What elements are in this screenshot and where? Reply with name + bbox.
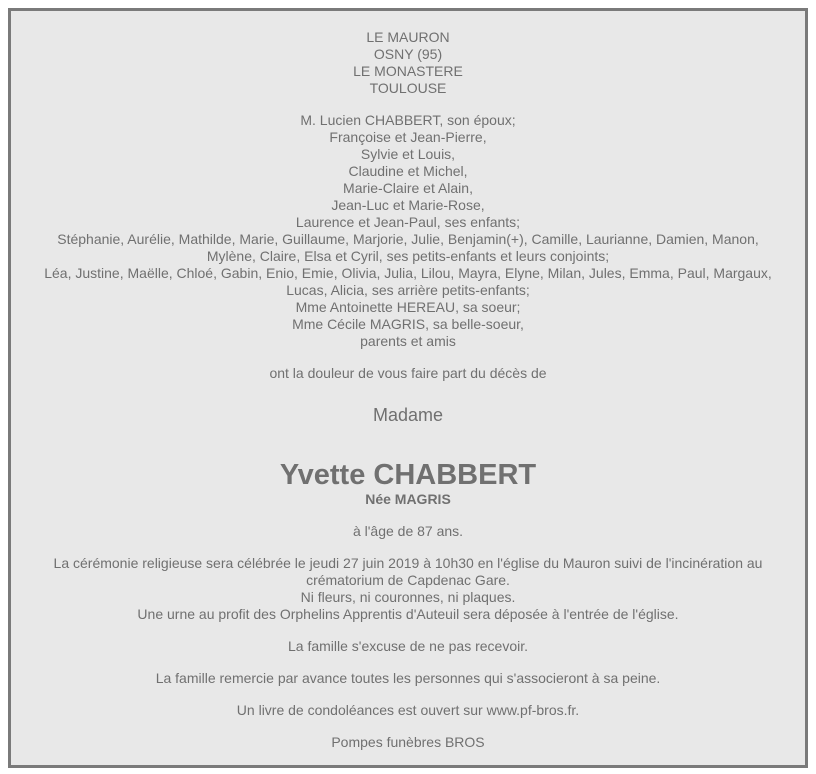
age-text: à l'âge de 87 ans. xyxy=(352,523,464,539)
family-line: Mme Cécile MAGRIS, sa belle-soeur, xyxy=(292,316,524,332)
family-line: Lucas, Alicia, ses arrière petits-enfants; xyxy=(286,282,530,298)
ceremony-line: Ni fleurs, ni couronnes, ni plaques. xyxy=(300,589,516,605)
family-line: Léa, Justine, Maëlle, Chloé, Gabin, Enio, Emie, Olivia, Julia, Lilou, Mayra, Elyne, Milan, Jules, Emma, Paul, Margaux, xyxy=(44,265,772,281)
obituary-content xyxy=(11,29,805,751)
funeral-home: Pompes funèbres BROS xyxy=(331,734,485,750)
family-line: M. Lucien CHABBERT, son époux; xyxy=(300,112,516,128)
title-madame: Madame xyxy=(372,405,444,425)
maiden-name: Née MAGRIS xyxy=(365,491,451,507)
family-line: Stéphanie, Aurélie, Mathilde, Marie, Guillaume, Marjorie, Julie, Benjamin(+), Camille, Laurianne, Damien, Manon, xyxy=(57,231,759,247)
deceased-name: Yvette CHABBERT xyxy=(279,459,537,491)
family-line: Laurence et Jean-Paul, ses enfants; xyxy=(295,214,521,230)
family-line: Mylène, Claire, Elsa et Cyril, ses petits-enfants et leurs conjoints; xyxy=(206,248,610,264)
announcement-text: ont la douleur de vous faire part du décès de xyxy=(269,365,547,381)
family-line: Françoise et Jean-Pierre, xyxy=(329,129,487,145)
family-line: Sylvie et Louis, xyxy=(360,146,456,162)
ceremony-line: Une urne au profit des Orphelins Apprentis d'Auteuil sera déposée à l'entrée de l'église. xyxy=(137,606,679,622)
obituary-frame xyxy=(8,8,808,768)
place-line: OSNY (95) xyxy=(373,46,443,62)
family-line: Claudine et Michel, xyxy=(348,163,468,179)
family-block xyxy=(11,112,805,350)
family-line: Jean-Luc et Marie-Rose, xyxy=(331,197,485,213)
place-line: LE MAURON xyxy=(366,29,450,45)
place-line: TOULOUSE xyxy=(369,80,447,96)
family-line: parents et amis xyxy=(360,333,456,349)
ceremony-line: crématorium de Capdenac Gare. xyxy=(306,572,510,588)
thanks-text: La famille remercie par avance toutes les personnes qui s'associeront à sa peine. xyxy=(155,670,661,686)
ceremony-block xyxy=(11,555,805,623)
condolences-text: Un livre de condoléances est ouvert sur www.pf-bros.fr. xyxy=(236,702,580,718)
family-line: Marie-Claire et Alain, xyxy=(343,180,473,196)
excuse-text: La famille s'excuse de ne pas recevoir. xyxy=(287,638,529,654)
places-block xyxy=(11,29,805,97)
family-line: Mme Antoinette HEREAU, sa soeur; xyxy=(295,299,521,315)
place-line: LE MONASTERE xyxy=(353,63,463,79)
ceremony-line: La cérémonie religieuse sera célébrée le jeudi 27 juin 2019 à 10h30 en l'église du Mauron suivi de l'incinération au xyxy=(53,555,763,571)
